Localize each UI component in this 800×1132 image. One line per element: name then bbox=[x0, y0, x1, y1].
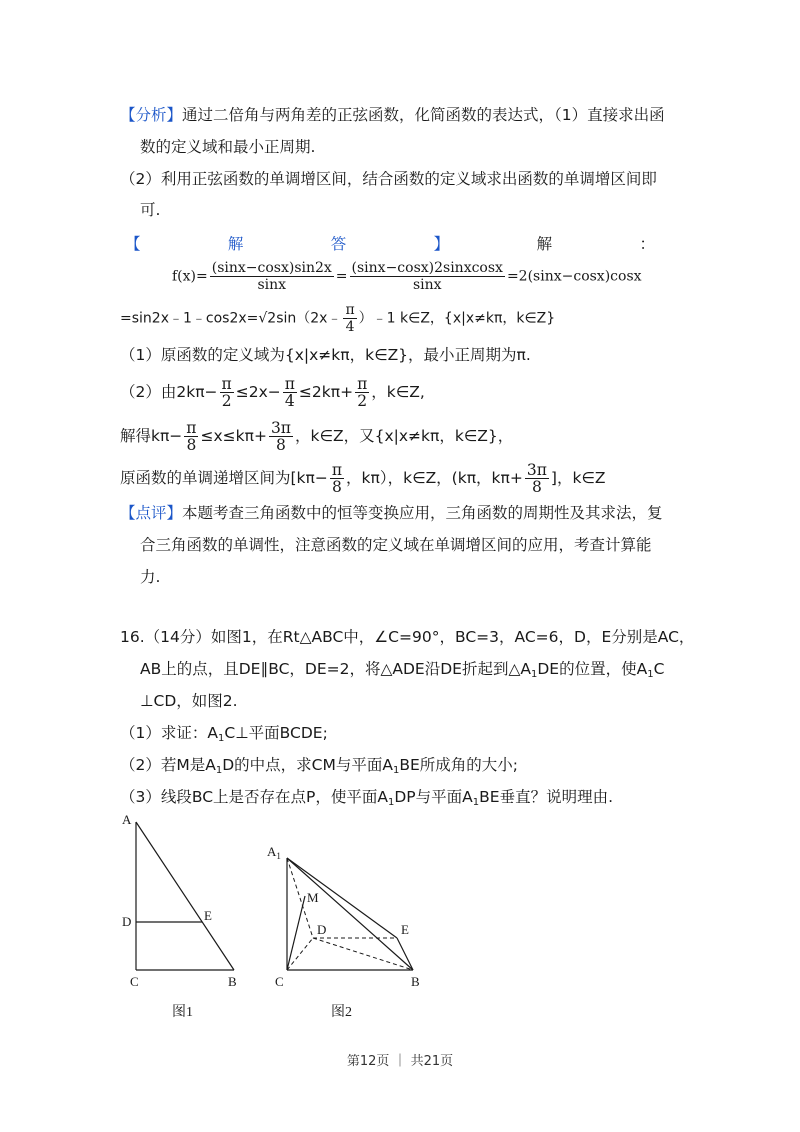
answer-colon: ： bbox=[639, 235, 655, 253]
part3-c: ，k∈Z，又{x|x≠kπ，k∈Z}， bbox=[295, 427, 514, 445]
q16-sub1-s: 1 bbox=[217, 733, 225, 744]
q16-line-2 bbox=[140, 658, 664, 686]
q16-sub-2 bbox=[120, 754, 518, 782]
part4-f2d: 8 bbox=[531, 478, 542, 496]
part4-frac-2 bbox=[525, 462, 549, 495]
part3-f1d: 8 bbox=[186, 436, 197, 454]
q16-sub2-c: BE所成角的大小; bbox=[399, 756, 518, 774]
q16-sub2-s2: 1 bbox=[392, 765, 400, 776]
fig1-label-a: A bbox=[122, 812, 132, 827]
fig2-label-d: D bbox=[317, 922, 327, 937]
fig2-label-a1 bbox=[267, 844, 281, 861]
part4-c: ]，k∈Z bbox=[550, 469, 606, 487]
q16-sub3-s: 1 bbox=[388, 797, 395, 808]
part3-a: 解得kπ− bbox=[120, 427, 183, 445]
analysis-line-3: （2）利用正弦函数的单调增区间，结合函数的定义域求出函数的单调增区间即 bbox=[120, 170, 657, 188]
part3-b: ≤x≤kπ+ bbox=[200, 427, 267, 445]
frac2-den: sinx bbox=[412, 277, 442, 293]
fig1-label-b: B bbox=[228, 974, 237, 989]
formula-line-2 bbox=[120, 302, 555, 335]
q16-line2-sub: 1 bbox=[530, 669, 538, 680]
fig1-edge-ab bbox=[136, 822, 234, 970]
part2-b: ≤2x− bbox=[235, 383, 281, 401]
q16-line2-sub2: 1 bbox=[647, 669, 654, 680]
fig1-label-d: D bbox=[122, 914, 132, 929]
formula-line-1 bbox=[172, 260, 642, 293]
analysis-line-2: 数的定义域和最小正周期. bbox=[140, 138, 316, 156]
fig2-edge-db bbox=[313, 938, 413, 970]
fig2-label-m: M bbox=[307, 890, 319, 905]
q16-line2-a: AB上的点，且DE∥BC，DE=2，将△ADE沿DE折起到△A bbox=[140, 660, 531, 678]
part2-f2n: π bbox=[284, 375, 295, 393]
fig2-edge-a1b bbox=[287, 858, 413, 970]
q16-sub1-b: C⊥平面BCDE; bbox=[224, 724, 328, 742]
q16-line2-b: DE的位置，使A bbox=[537, 660, 648, 678]
comment-line-2: 合三角函数的单调性，注意函数的定义域在单调增区间的应用，考查计算能 bbox=[140, 536, 652, 554]
fig2-label-c: C bbox=[275, 974, 284, 989]
fig1-caption: 图1 bbox=[172, 1005, 193, 1020]
part4-f1n: π bbox=[331, 461, 343, 479]
part3-frac-2 bbox=[269, 420, 293, 453]
part2-f1n: π bbox=[221, 375, 232, 393]
q16-sub3-c: BE垂直？说明理由. bbox=[479, 788, 613, 806]
formula-frac-1 bbox=[210, 260, 334, 293]
fig2-caption: 图2 bbox=[331, 1005, 352, 1020]
comment-line-1 bbox=[120, 502, 663, 524]
q16-sub3-a: （3）线段BC上是否存在点P，使平面A bbox=[120, 788, 388, 806]
fig1-label-e: E bbox=[204, 908, 212, 923]
part-2-line bbox=[120, 376, 425, 409]
answer-bracket-left: 【 bbox=[125, 235, 141, 253]
part2-frac-2 bbox=[283, 376, 297, 409]
part2-f1d: 2 bbox=[221, 392, 232, 410]
frac2-num: (sinx−cosx)2sinxcosx bbox=[351, 260, 503, 276]
fig2-label-e: E bbox=[401, 922, 409, 937]
frac1-den: sinx bbox=[257, 277, 287, 293]
part-4-line bbox=[120, 462, 606, 495]
q16-line-1: 16.（14分）如图1，在Rt△ABC中，∠C=90°，BC=3，AC=6，D，E分别是AC， bbox=[120, 628, 695, 646]
fig2-edge-eb bbox=[397, 938, 413, 970]
part3-frac-1 bbox=[184, 420, 198, 453]
frac1-num: (sinx−cosx)sin2x bbox=[211, 260, 332, 276]
q16-sub2-b: D的中点，求CM与平面A bbox=[222, 756, 393, 774]
part-1-line: （1）原函数的定义域为{x|x≠kπ，k∈Z}，最小正周期为π. bbox=[120, 346, 531, 364]
fig2-label-a1-main: A bbox=[267, 844, 277, 859]
formula-line2-a: =sin2x﹣1﹣cos2x=√2sin（2x﹣ bbox=[120, 310, 342, 327]
formula-frac-2 bbox=[350, 260, 505, 293]
analysis-line-1 bbox=[120, 104, 665, 126]
q16-sub2-a: （2）若M是A bbox=[120, 756, 216, 774]
formula-line2-b: ）﹣1 k∈Z，{x|x≠kπ，k∈Z} bbox=[358, 310, 556, 327]
answer-char-2: 答 bbox=[330, 235, 347, 253]
part3-f2d: 8 bbox=[276, 436, 286, 454]
q16-sub-1 bbox=[120, 722, 328, 750]
answer-bracket-right: 】 bbox=[433, 235, 450, 253]
analysis-tag: 【分析】 bbox=[120, 106, 183, 124]
figure-1 bbox=[110, 810, 260, 1030]
comment-line-3: 力. bbox=[140, 568, 161, 586]
fig2-edge-a1e bbox=[287, 858, 397, 938]
line2-frac-den: 4 bbox=[345, 319, 355, 335]
line2-frac-num: π bbox=[345, 302, 355, 318]
part4-frac-1 bbox=[330, 462, 344, 495]
answer-header bbox=[125, 232, 655, 254]
q16-sub2-s: 1 bbox=[215, 765, 223, 776]
part3-f1n: π bbox=[186, 419, 197, 437]
answer-jie: 解 bbox=[536, 235, 553, 253]
formula-line2-frac bbox=[343, 302, 356, 335]
part2-frac-3 bbox=[355, 376, 369, 409]
comment-text-1: 本题考查三角函数中的恒等变换应用，三角函数的周期性及其求法，复 bbox=[182, 504, 663, 522]
analysis-text-1: 通过二倍角与两角差的正弦函数，化简函数的表达式，（1）直接求出函 bbox=[182, 106, 665, 124]
part2-f2d: 4 bbox=[284, 392, 295, 410]
figure-2 bbox=[255, 830, 455, 1030]
part2-c: ≤2kπ+ bbox=[298, 383, 354, 401]
part4-f2n: 3π bbox=[526, 461, 547, 479]
part4-a: 原函数的单调递增区间为[kπ− bbox=[120, 469, 328, 487]
fig1-label-c: C bbox=[130, 974, 139, 989]
formula-lhs: f(x)= bbox=[172, 268, 208, 285]
q16-sub3-s2: 1 bbox=[472, 797, 480, 808]
part4-f1d: 8 bbox=[332, 478, 342, 496]
q16-sub3-b: DP与平面A bbox=[394, 788, 473, 806]
part4-b: ，kπ），k∈Z，(kπ，kπ+ bbox=[346, 469, 523, 487]
fig2-label-b: B bbox=[411, 974, 420, 989]
part2-f3n: π bbox=[357, 375, 368, 393]
comment-tag: 【点评】 bbox=[120, 504, 183, 522]
q16-sub1-a: （1）求证：A bbox=[120, 724, 218, 742]
formula-tail: =2(sinx−cosx)cosx bbox=[506, 268, 642, 285]
part2-d: ，k∈Z, bbox=[371, 383, 425, 401]
part2-a: （2）由2kπ− bbox=[120, 383, 218, 401]
fig2-label-a1-sub: 1 bbox=[276, 851, 281, 861]
q16-line-3: ⊥CD，如图2. bbox=[140, 692, 238, 710]
analysis-line-4: 可. bbox=[140, 201, 161, 219]
q16-line2-c: C bbox=[653, 660, 665, 678]
formula-eq: = bbox=[335, 268, 348, 285]
part2-f3d: 2 bbox=[357, 392, 368, 410]
part-3-line bbox=[120, 420, 513, 453]
part3-f2n: 3π bbox=[270, 419, 291, 437]
part2-frac-1 bbox=[220, 376, 234, 409]
answer-char-1: 解 bbox=[227, 235, 244, 253]
page-footer: 第12页 ｜ 共21页 bbox=[346, 1054, 454, 1069]
